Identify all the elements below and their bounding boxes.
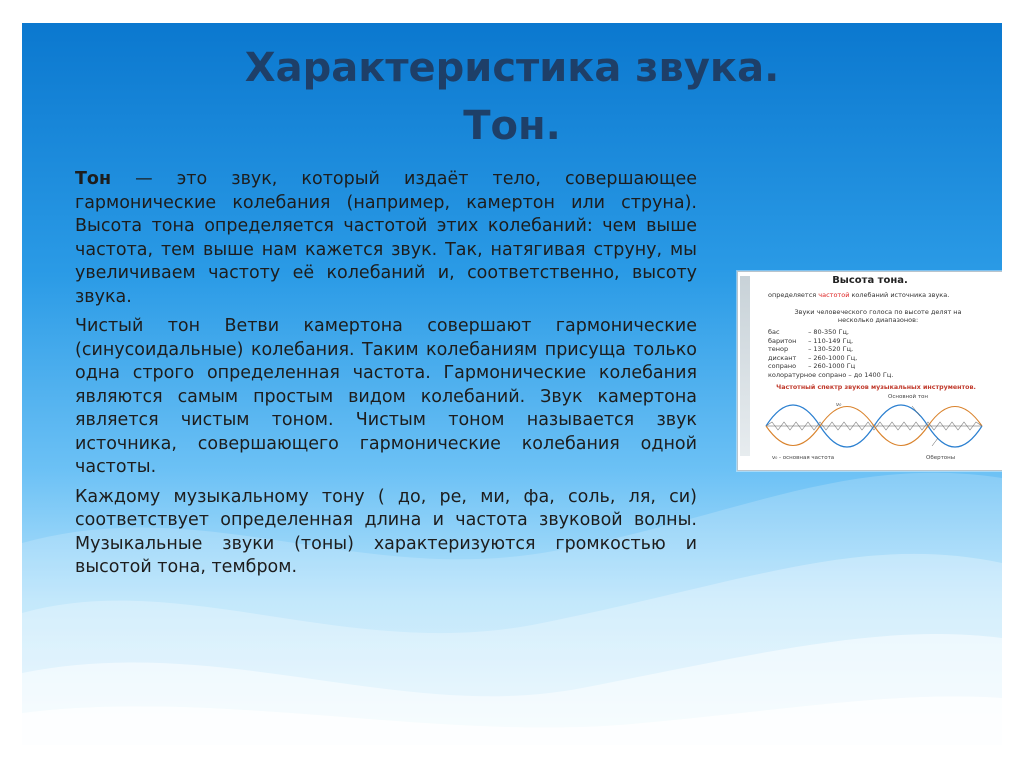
waveform-diagram [762,394,986,456]
label-overtones: Обертоны [926,455,956,461]
range-value: 260-1000 Гц [813,362,856,370]
range-name: дискант [768,353,797,362]
range-row: бас – 80-350 Гц, [768,328,849,336]
range-name: баритон [768,336,797,345]
figure-note: Звуки человеческого голоса по высоте делят на несколько диапазонов: [794,308,962,324]
range-name: сопрано [768,362,797,370]
paragraph-1 [75,168,697,309]
pitch-figure [737,271,1002,471]
paragraph-2: Чистый тон Ветви камертона совершают гармонические (синусоидальные) колебания. Таким колебаниям присуща только одна строго определенная частота. Гармонические колебания являются самым простым видом колебаний. Звук камертона является чистым тоном. Чистым тоном называется звук источника, совершающего гармонические колебания одной частоты. [75,316,697,477]
label-base-frequency: ν₀ - основная частота [772,455,835,461]
range-row: дискант – 260-1000 Гц, [768,353,858,362]
label-main-tone: Основной тон [888,394,929,400]
range-row: тенор – 130-520 Гц, [768,345,854,353]
pointer-line [912,406,920,416]
paragraph-3: Каждому музыкальному тону ( до, ре, ми, фа, соль, ля, си) соответствует определенная длина и частота звуковой волны. Музыкальные звуки (тоны) характеризуются громкостью и высотой тона, тембром. [75,486,697,577]
slide-title [22,39,1002,155]
voice-ranges [768,328,893,379]
range-row: сопрано – 260-1000 Гц [768,362,856,370]
figure-subtitle-red: частотой [818,291,850,299]
label-nu: ν₀ [836,402,842,408]
range-name: колоратурное сопрано [768,370,847,379]
range-value: 110-149 Гц, [813,336,854,345]
range-value: 130-520 Гц, [813,345,854,353]
range-value: до 1400 Гц. [853,370,894,379]
range-value: 80-350 Гц, [813,328,849,336]
range-name: тенор [768,345,789,353]
figure-stripe [740,276,750,456]
pointer-line [932,438,938,446]
figure-subtitle-post: колебаний источника звука. [851,291,950,299]
title-line-2: Тон. [463,103,561,149]
figure-subtitle-pre: определяется [768,291,817,299]
spectrum-title: Частотный спектр звуков музыкальных инструментов. [776,384,976,391]
paragraph-1-text: — это звук, который издаёт тело, совершающее гармонические колебания (например, камертон или струна). Высота тона определяется частотой этих колебаний: чем выше частота, тем выше нам кажется звук. Так, натягивая струну, мы увеличиваем частоту её колебаний и, соответственно, высоту звука. [75,169,697,307]
range-row: колоратурное сопрано – до 1400 Гц. [768,370,894,379]
slide [22,23,1002,745]
title-line-1: Характеристика звука. [244,45,780,91]
range-value: 260-1000 Гц, [813,353,858,362]
figure-title: Высота тона. [832,275,908,286]
term-ton: Тон [75,169,112,189]
range-name: бас [768,328,780,336]
figure-subtitle [768,291,949,299]
range-row: баритон – 110-149 Гц, [768,336,854,345]
body-text [75,168,697,586]
